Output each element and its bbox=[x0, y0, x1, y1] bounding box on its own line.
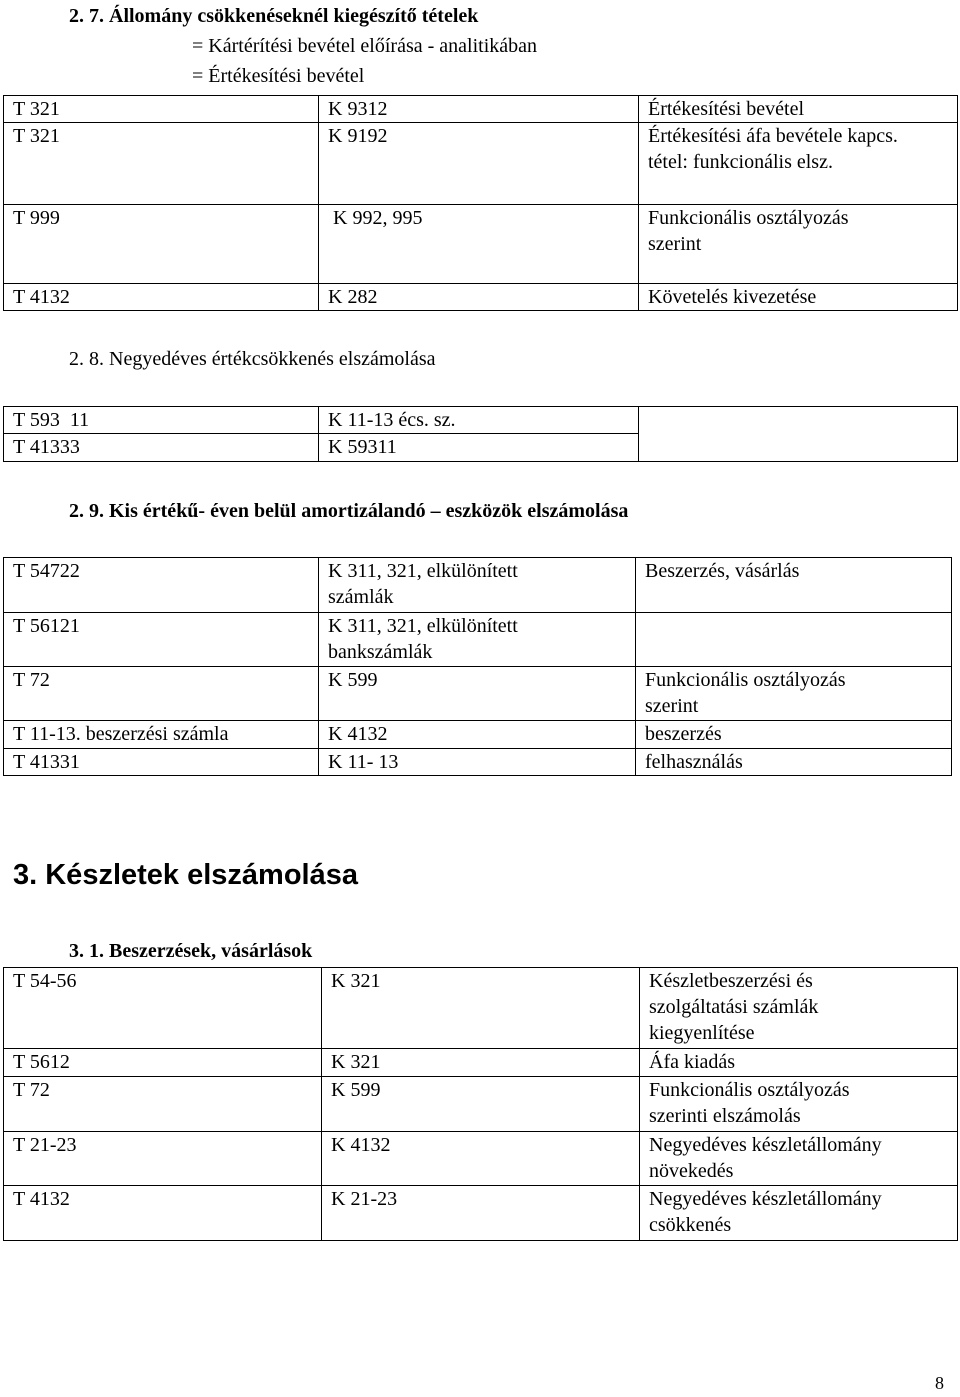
text-line: Funkcionális osztályozás bbox=[648, 207, 849, 229]
text-line: számlák bbox=[328, 586, 394, 608]
text-cell: beszerzés bbox=[636, 721, 952, 749]
debit-cell: T 5612 bbox=[4, 1049, 322, 1077]
text-line: Negyedéves készletállomány bbox=[649, 1188, 882, 1210]
page-number: 8 bbox=[935, 1373, 944, 1393]
section-2-7-title: 2. 7. Állomány csökkenéseknél kiegészítő tételek bbox=[69, 5, 479, 27]
text-cell: Áfa kiadás bbox=[640, 1049, 958, 1077]
debit-cell: T 11-13. beszerzési számla bbox=[4, 721, 319, 749]
debit-cell: T 41333 bbox=[4, 434, 319, 462]
text-line: bankszámlák bbox=[328, 641, 433, 663]
debit-cell: T 4132 bbox=[4, 284, 319, 311]
text-line: Funkcionális osztályozás bbox=[649, 1079, 850, 1101]
text-line: Készletbeszerzési és bbox=[649, 970, 813, 992]
table-row bbox=[4, 749, 952, 776]
credit-cell: K 4132 bbox=[319, 721, 636, 749]
credit-cell: K 4132 bbox=[322, 1132, 640, 1186]
table-row bbox=[4, 407, 958, 434]
credit-cell: K 599 bbox=[319, 667, 636, 721]
text-cell bbox=[640, 968, 958, 1049]
credit-cell: K 992, 995 bbox=[319, 205, 639, 284]
section-2-7-line-2: = Értékesítési bevétel bbox=[192, 65, 365, 87]
debit-cell: T 593 11 bbox=[4, 407, 319, 434]
credit-cell bbox=[319, 613, 636, 667]
table-row bbox=[4, 558, 952, 613]
text-line: csökkenés bbox=[649, 1214, 732, 1236]
credit-cell: K 9192 bbox=[319, 123, 639, 205]
text-cell: Értékesítési bevétel bbox=[639, 96, 958, 123]
table-row bbox=[4, 667, 952, 721]
text-line: K 311, 321, elkülönített bbox=[328, 615, 518, 637]
table-row bbox=[4, 721, 952, 749]
debit-cell: T 21-23 bbox=[4, 1132, 322, 1186]
table-row bbox=[4, 284, 958, 311]
debit-cell: T 999 bbox=[4, 205, 319, 284]
text-cell bbox=[636, 667, 952, 721]
table-row bbox=[4, 123, 958, 205]
section-3-title: 3. Készletek elszámolása bbox=[13, 859, 358, 891]
text-line: K 311, 321, elkülönített bbox=[328, 560, 518, 582]
table-row bbox=[4, 96, 958, 123]
table-row bbox=[4, 968, 958, 1049]
debit-cell: T 54-56 bbox=[4, 968, 322, 1049]
debit-cell: T 56121 bbox=[4, 613, 319, 667]
text-line: tétel: funkcionális elsz. bbox=[648, 151, 833, 173]
text-line: szerint bbox=[648, 233, 702, 255]
text-line: Értékesítési áfa bevétele kapcs. bbox=[648, 125, 898, 147]
credit-cell: K 321 bbox=[322, 968, 640, 1049]
debit-cell: T 321 bbox=[4, 96, 319, 123]
text-line: Negyedéves készletállomány bbox=[649, 1134, 882, 1156]
text-cell bbox=[640, 1132, 958, 1186]
text-line: szolgáltatási számlák bbox=[649, 996, 819, 1018]
credit-cell: K 282 bbox=[319, 284, 639, 311]
text-cell bbox=[639, 205, 958, 284]
text-cell bbox=[639, 407, 958, 462]
text-line: Funkcionális osztályozás bbox=[645, 669, 846, 691]
text-cell: Követelés kivezetése bbox=[639, 284, 958, 311]
credit-cell: K 59311 bbox=[319, 434, 639, 462]
section-2-8-title: 2. 8. Negyedéves értékcsökkenés elszámolása bbox=[69, 348, 436, 370]
text-cell bbox=[636, 613, 952, 667]
section-2-7-line-1: = Kártérítési bevétel előírása - analitikában bbox=[192, 35, 538, 57]
text-line: növekedés bbox=[649, 1160, 734, 1182]
text-line: kiegyenlítése bbox=[649, 1022, 755, 1044]
section-3-1-title: 3. 1. Beszerzések, vásárlások bbox=[69, 940, 313, 962]
text-cell bbox=[640, 1186, 958, 1241]
section-2-9-title: 2. 9. Kis értékű- éven belül amortizálandó – eszközök elszámolása bbox=[69, 500, 629, 522]
text-cell: felhasználás bbox=[636, 749, 952, 776]
text-line: szerint bbox=[645, 695, 699, 717]
credit-cell: K 11-13 écs. sz. bbox=[319, 407, 639, 434]
debit-cell: T 4132 bbox=[4, 1186, 322, 1241]
credit-cell: K 9312 bbox=[319, 96, 639, 123]
debit-cell: T 41331 bbox=[4, 749, 319, 776]
table-3-1 bbox=[3, 967, 958, 1241]
debit-cell: T 54722 bbox=[4, 558, 319, 613]
credit-cell: K 599 bbox=[322, 1077, 640, 1132]
credit-cell: K 11- 13 bbox=[319, 749, 636, 776]
table-row bbox=[4, 205, 958, 284]
table-2-9 bbox=[3, 557, 952, 776]
table-row bbox=[4, 1049, 958, 1077]
credit-cell: K 21-23 bbox=[322, 1186, 640, 1241]
debit-cell: T 72 bbox=[4, 667, 319, 721]
table-2-7 bbox=[3, 95, 958, 311]
table-row bbox=[4, 613, 952, 667]
text-cell bbox=[639, 123, 958, 205]
debit-cell: T 321 bbox=[4, 123, 319, 205]
debit-cell: T 72 bbox=[4, 1077, 322, 1132]
table-row bbox=[4, 1132, 958, 1186]
text-cell: Beszerzés, vásárlás bbox=[636, 558, 952, 613]
table-row bbox=[4, 1077, 958, 1132]
table-row bbox=[4, 1186, 958, 1241]
credit-cell bbox=[319, 558, 636, 613]
table-2-8 bbox=[3, 406, 958, 462]
credit-cell: K 321 bbox=[322, 1049, 640, 1077]
text-line: szerinti elszámolás bbox=[649, 1105, 801, 1127]
text-cell bbox=[640, 1077, 958, 1132]
